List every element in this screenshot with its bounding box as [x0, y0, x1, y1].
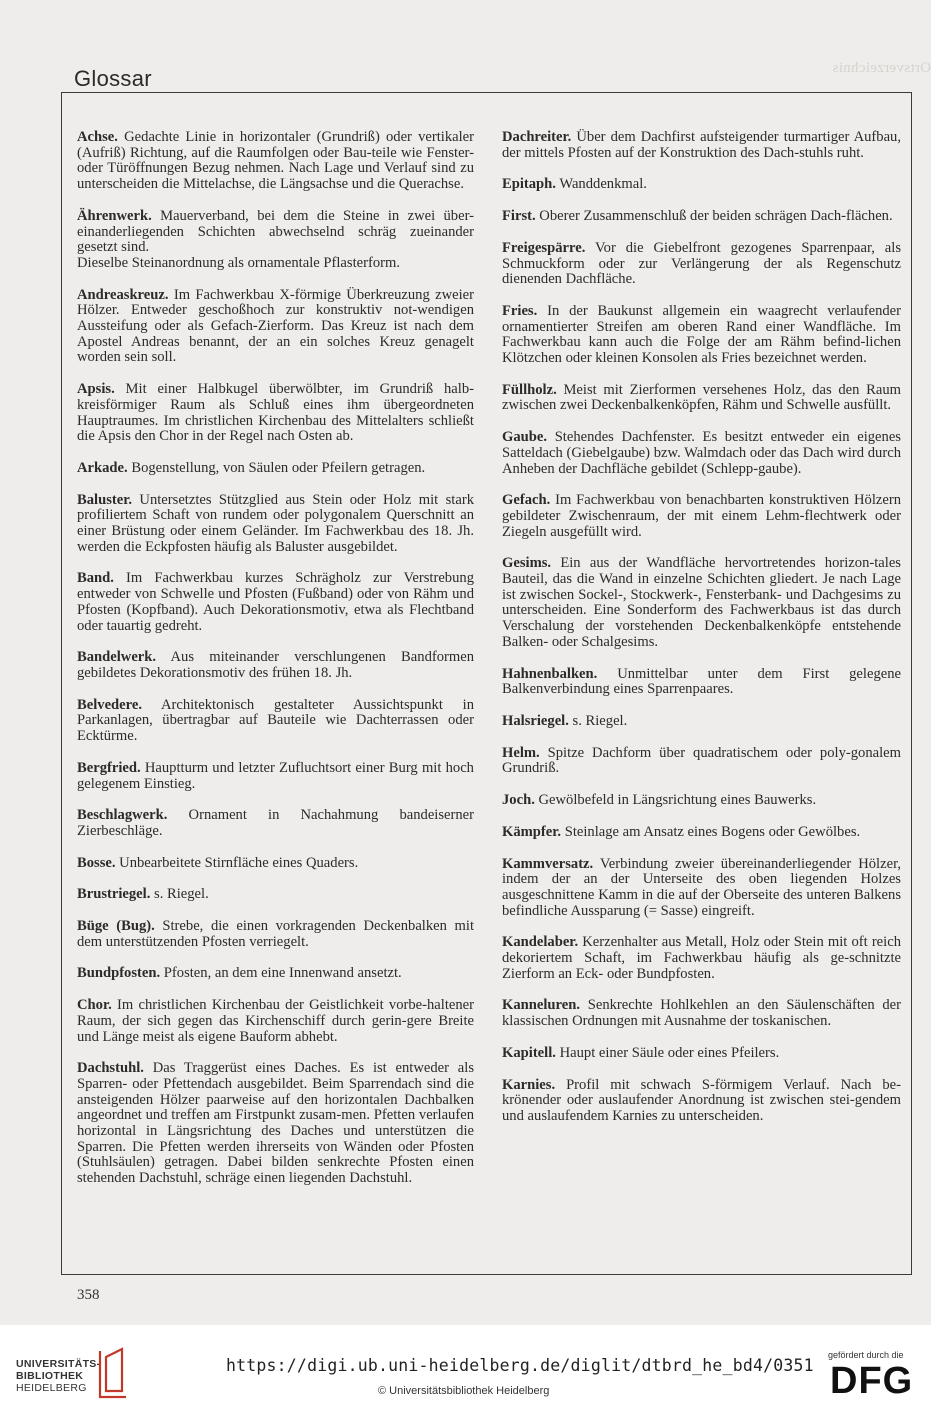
- glossary-entry: [502, 935, 901, 982]
- glossary-definition: Aus miteinander verschlungenen Bandformen gebildetes Dekorationsmotiv des frühen 18. Jh.: [77, 649, 475, 681]
- glossary-definition: Ornament in Nachahmung bandeiserner Zierbeschläge.: [77, 807, 474, 839]
- glossary-entry: [502, 1046, 901, 1062]
- glossary-definition: Im Fachwerkbau X-förmige Überkreuzung zweier Hölzer. Entweder geschoßhoch zur konstruktiv not-wendigen Aussteifung oder als Gefach-Zierform. Das Kreuz ist nach dem Apostel Andreas benannt, der an ein solches Kreuz genagelt worden sein soll.: [77, 286, 474, 366]
- glossary-definition: Senkrechte Hohlkehlen an den Säulenschäften der klassischen Ordnungen mit Ausnahme der toskanischen.: [502, 997, 901, 1030]
- library-name-line3: HEIDELBERG: [16, 1382, 87, 1394]
- glossary-definition: Strebe, die einen vorkragenden Deckenbalken mit dem unterstützenden Pfosten verriegelt.: [77, 918, 474, 950]
- show-through-bleed: Ortsverzeichnis: [832, 60, 931, 76]
- glossary-entry: [502, 209, 901, 225]
- glossary-entry: [77, 650, 474, 681]
- glossary-entry: [502, 825, 901, 841]
- glossary-entry: [77, 698, 474, 745]
- glossary-term: Belvedere.: [77, 696, 142, 713]
- library-logo-icon[interactable]: [96, 1347, 130, 1399]
- dfg-logo[interactable]: DFG: [830, 1360, 914, 1402]
- glossary-term: Hahnenbalken.: [502, 665, 598, 682]
- glossary-term: Epitaph.: [502, 176, 556, 193]
- glossary-term: Beschlagwerk.: [77, 807, 168, 824]
- funding-label: gefördert durch die: [828, 1350, 904, 1360]
- glossary-term: Gaube.: [502, 429, 548, 446]
- glossary-entry: [502, 857, 901, 920]
- glossary-definition: s. Riegel.: [154, 886, 209, 903]
- glossary-entry: [502, 556, 901, 650]
- glossary-definition: Mauerverband, bei dem die Steine in zwei über-einanderliegenden Schichten abwechselnd schräg zueinander gesetzt sind.: [77, 207, 474, 256]
- glossary-definition: Meist mit Zierformen versehenes Holz, das den Raum zwischen zwei Deckenbalkenköpfen, Rähm und Schwelle ausfüllt.: [502, 381, 901, 414]
- glossary-term: First.: [502, 208, 536, 225]
- running-head: Glossar: [74, 66, 152, 91]
- glossary-definition: Steinlage am Ansatz eines Bogens oder Gewölbes.: [564, 823, 861, 840]
- glossary-definition: s. Riegel.: [572, 712, 628, 729]
- glossary-term: Baluster.: [77, 491, 133, 508]
- glossary-term: Brustriegel.: [77, 886, 151, 903]
- glossary-term: Ährenwerk.: [77, 207, 152, 224]
- glossary-entry: [502, 793, 901, 809]
- glossary-entry: [502, 304, 901, 367]
- library-name-line1: UNIVERSITÄTS-: [16, 1358, 101, 1370]
- glossary-definition-continued: Dieselbe Steinanordnung als ornamentale Pflasterform.: [77, 254, 400, 271]
- glossary-term: Dachstuhl.: [77, 1060, 144, 1077]
- glossary-definition: Verbindung zweier übereinanderliegender Hölzer, indem der an der Unterseite des oben liegenden Holzes ausgeschnittene Kamm in die auf der Oberseite des unteren Balkens befindliche Aussparung (= Sasse) eingreift.: [502, 855, 901, 919]
- glossary-term: Dachreiter.: [502, 129, 572, 145]
- glossary-term: Gefach.: [502, 492, 551, 509]
- glossary-entry: [77, 571, 474, 634]
- glossary-term: Bergfried.: [77, 759, 141, 776]
- copyright-notice: © Universitätsbibliothek Heidelberg: [378, 1385, 550, 1397]
- glossary-definition: Gewölbefeld in Längsrichtung eines Bauwerks.: [538, 792, 817, 809]
- glossary-term: Andreaskreuz.: [77, 286, 169, 303]
- glossary-definition: Wanddenkmal.: [559, 176, 647, 193]
- glossary-definition: Hauptturm und letzter Zufluchtsort einer Burg mit hoch gelegenem Einstieg.: [77, 759, 474, 792]
- glossary-entry: [502, 714, 901, 730]
- glossary-definition: Ein aus der Wandfläche hervortretendes horizon-tales Bauteil, das die Wand in einzelne Schichten gliedert. Je nach Lage ist zwischen Sockel-, Stockwerk-, Fensterbank- und Dachgesims zu unterscheiden. Eine Sonderform des Fachwerkbaus ist das durch Verschalung der vorstehenden Deckenbalkenköpfe entstehende Balken- oder Schalgesims.: [502, 555, 901, 650]
- glossary-definition: Kerzenhalter aus Metall, Holz oder Stein mit oft reich dekoriertem Schaft, im Fachwerkbau häufig als ge-schnitzte Zierform an Eck- oder Bundpfosten.: [502, 934, 901, 982]
- glossary-definition: Unmittelbar unter dem First gelegene Balkenverbindung eines Sparrenpaares.: [502, 665, 901, 698]
- glossary-definition: Vor die Giebelfront gezogenes Sparrenpaar, als Schmuckform oder zur Verlängerung der als Regenschutz dienenden Dachfläche.: [502, 239, 902, 288]
- glossary-definition: Pfosten, an dem eine Innenwand ansetzt.: [163, 965, 402, 982]
- glossary-entry: [77, 288, 474, 367]
- glossary-term: Karnies.: [502, 1076, 556, 1093]
- glossary-entry: [502, 383, 901, 414]
- glossary-definition: Unbearbeitete Stirnfläche eines Quaders.: [119, 854, 359, 871]
- glossary-term: Kämpfer.: [502, 823, 562, 840]
- glossary-definition: Im christlichen Kirchenbau der Geistlichkeit vorbe-haltener Raum, der sich gegen das Kirchenschiff durch gerin-gere Breite und Länge meist als eigene Bauform abhebt.: [77, 997, 474, 1045]
- glossary-entry: [502, 746, 901, 777]
- glossary-term: Chor.: [77, 997, 112, 1014]
- glossary-term: Achse.: [77, 129, 118, 145]
- glossary-definition: Das Traggerüst eines Daches. Es ist entweder als Sparren- oder Pfettendach ausgebildet. Beim Sparrendach sind die ansteigenden Hölzer paarweise auf den horizontalen Dachbalken angeordnet und treffen am Firstpunkt zusam-men. Pfetten verlaufen horizontal in Längsrichtung des Daches und unterstützen die Sparren. Die Pfetten werden ihrerseits von Wänden oder Pfosten (Stuhlsäulen) getragen. Dabei bilden senkrechte Pfosten einen stehenden Dachstuhl, schräge einen liegenden Dachstuhl.: [77, 1060, 474, 1187]
- glossary-entry: [502, 493, 901, 540]
- glossary-entry: [77, 761, 474, 792]
- glossary-entry: [77, 209, 474, 272]
- glossary-entry: [502, 177, 901, 193]
- glossary-term: Apsis.: [77, 381, 115, 398]
- glossary-entry: [502, 1078, 901, 1125]
- glossary-entry: [502, 430, 901, 477]
- library-logo-text[interactable]: [16, 1358, 100, 1394]
- glossary-definition: Über dem Dachfirst aufsteigender turmartiger Aufbau, der mittels Pfosten auf der Konstruktion des Dach-stuhls ruht.: [502, 129, 901, 161]
- glossary-entry: [77, 856, 474, 872]
- glossary-entry: [77, 130, 474, 193]
- glossary-entry: [77, 808, 474, 839]
- glossary-definition: Im Fachwerkbau von benachbarten konstruktiven Hölzern gebildeter Zwischenraum, der mit einem Lehm-flechtwerk oder Ziegeln ausgefüllt wird.: [502, 492, 901, 540]
- glossary-definition: Untersetztes Stützglied aus Stein oder Holz mit stark profiliertem Schaft von rundem oder polygonalem Querschnitt an einer Brüstung oder einem Geländer. Im Fachwerkbau des 18. Jh. werden die Eckpfosten häufig als Baluster ausgebildet.: [77, 491, 474, 555]
- glossary-term: Kandelaber.: [502, 934, 579, 951]
- glossary-entry: [77, 998, 474, 1045]
- glossary-term: Joch.: [502, 792, 535, 809]
- glossary-definition: Spitze Dachform über quadratischem oder poly-gonalem Grundriß.: [502, 744, 901, 777]
- glossary-entry: [502, 998, 901, 1029]
- glossary-definition: Architektonisch gestalteter Aussichtspunkt in Parkanlagen, übertragbar auf Bauteile wie Dachterrassen oder Ecktürme.: [77, 696, 474, 745]
- glossary-definition: Gedachte Linie in horizontaler (Grundriß) oder vertikaler (Aufriß) Richtung, auf die Raumfolgen oder Bau-teile wie Fenster- oder Türöffnungen Bezug nehmen. Nach Lage und Verlauf sind zu unterscheiden die Mittelachse, die Längsachse und die Querachse.: [77, 129, 475, 193]
- glossary-term: Kapitell.: [502, 1044, 556, 1061]
- glossary-term: Füllholz.: [502, 381, 557, 398]
- glossary-term: Halsriegel.: [502, 712, 569, 729]
- glossary-column-left: [77, 130, 474, 1203]
- glossary-term: Helm.: [502, 744, 540, 761]
- glossary-term: Freigespärre.: [502, 239, 586, 256]
- glossary-term: Arkade.: [77, 459, 128, 476]
- permalink-url[interactable]: https://digi.ub.uni-heidelberg.de/diglit/dtbrd_he_bd4/0351: [226, 1356, 814, 1375]
- glossary-term: Gesims.: [502, 555, 552, 572]
- glossary-column-right: [502, 130, 901, 1141]
- glossary-entry: [502, 241, 901, 288]
- glossary-definition: Haupt einer Säule oder eines Pfeilers.: [559, 1044, 780, 1061]
- glossary-definition: Im Fachwerkbau kurzes Schrägholz zur Verstrebung entweder von Schwelle und Pfosten (Fußband) oder von Rähm und Pfosten (Kopfband). Auch Dekorationsmotiv, etwa als Flechtband oder tauartig gedreht.: [77, 570, 474, 634]
- glossary-entry: [77, 966, 474, 982]
- glossary-term: Kammversatz.: [502, 855, 594, 872]
- library-name-line2: BIBLIOTHEK: [16, 1370, 84, 1382]
- glossary-term: Fries.: [502, 302, 538, 319]
- glossary-definition: In der Baukunst allgemein ein waagrecht verlaufender ornamentierter Streifen am oberen Rand einer Wandfläche. Im Fachwerkbau kann auch die Folge der am Rähm befind-lichen Klötzchen oder kleinen Konsolen als Fries bezeichnet werden.: [502, 302, 901, 367]
- glossary-definition: Oberer Zusammenschluß der beiden schrägen Dach-flächen.: [539, 208, 893, 225]
- glossary-entry: [502, 130, 901, 161]
- glossary-definition: Bogenstellung, von Säulen oder Pfeilern getragen.: [131, 459, 426, 476]
- glossary-entry: [77, 382, 474, 445]
- glossary-entry: [502, 667, 901, 698]
- glossary-term: Bandelwerk.: [77, 649, 157, 666]
- glossary-definition: Profil mit schwach S-förmigem Verlauf. Nach be-krönender oder auslaufender Anordnung ist zwischen stei-gendem und auslaufendem Karnies zu unterscheiden.: [502, 1076, 901, 1124]
- glossary-entry: [77, 887, 474, 903]
- glossary-term: Band.: [77, 570, 114, 587]
- glossary-definition: Mit einer Halbkugel überwölbter, im Grundriß halb-kreisförmiger Raum als Schluß eines ihm übergeordneten Hauptraumes. Im christlichen Kirchenbau des Mittelalters schließt die Apsis den Chor in der Regel nach Osten ab.: [77, 381, 474, 445]
- glossary-entry: [77, 1061, 474, 1187]
- glossary-entry: [77, 461, 474, 477]
- glossary-entry: [77, 493, 474, 556]
- glossary-entry: [77, 919, 474, 950]
- glossary-term: Bosse.: [77, 854, 116, 871]
- glossary-term: Bundpfosten.: [77, 965, 161, 982]
- page-number: 358: [77, 1287, 100, 1303]
- glossary-term: Büge (Bug).: [77, 918, 155, 935]
- glossary-definition: Stehendes Dachfenster. Es besitzt entweder ein eigenes Satteldach (Giebelgaube) bzw. Walmdach oder das Dach wird durch Anheben der Dachfläche gebildet (Schlepp-gaube).: [502, 429, 901, 477]
- glossary-term: Kanneluren.: [502, 997, 580, 1014]
